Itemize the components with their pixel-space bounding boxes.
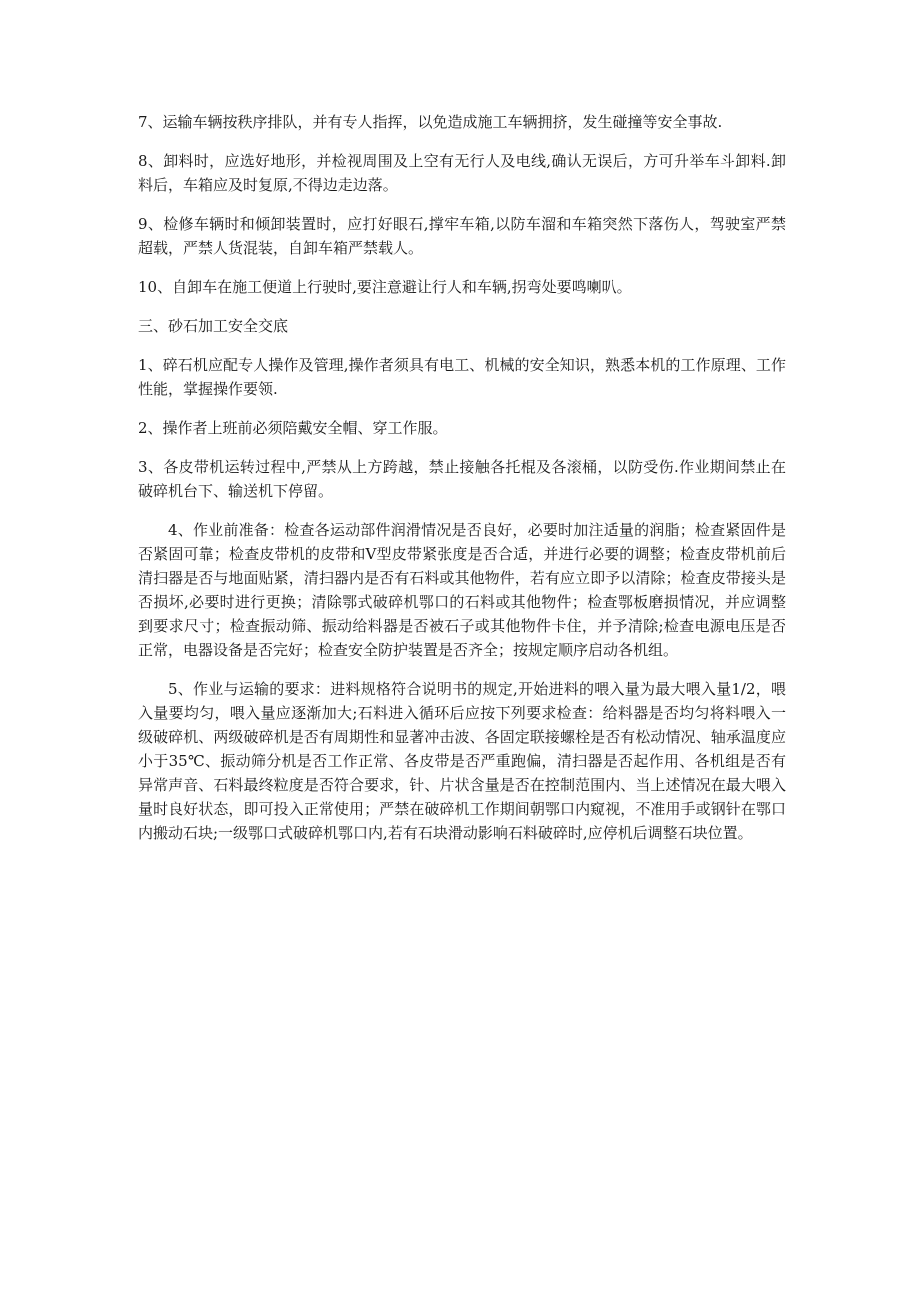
section-heading: 三、砂石加工安全交底 <box>138 317 289 335</box>
section-item-1: 1、碎石机应配专人操作及管理,操作者须具有电工、机械的安全知识，熟悉本机的工作原理、工作性能，掌握操作要领. <box>138 356 786 398</box>
paragraph-item-10: 10、自卸车在施工便道上行驶时,要注意避让行人和车辆,拐弯处要鸣喇叭。 <box>138 278 632 296</box>
section-item-3: 3、各皮带机运转过程中,严禁从上方跨越，禁止接触各托棍及各滚桶，以防受伤.作业期间禁止在破碎机台下、输送机下停留。 <box>138 458 786 500</box>
paragraph-item-8: 8、卸料时，应选好地形，并检视周围及上空有无行人及电线,确认无误后，方可升举车斗卸料.卸料后，车箱应及时复原,不得边走边落。 <box>138 152 786 194</box>
section-item-2: 2、操作者上班前必须陪戴安全帽、穿工作服。 <box>138 419 448 437</box>
paragraph-item-7: 7、运输车辆按秩序排队，并有专人指挥，以免造成施工车辆拥挤，发生碰撞等安全事故. <box>138 113 723 131</box>
document-page <box>138 110 786 860</box>
section-item-5: 5、作业与运输的要求：进料规格符合说明书的规定,开始进料的喂入量为最大喂入量1/2，喂入量要均匀，喂入量应逐渐加大;石料进入循环后应按下列要求检查：给料器是否均匀将料喂入一级破碎机、两级破碎机是否有周期性和显著冲击波、各固定联接螺栓是否有松动情况、轴承温度应小于35℃、振动筛分机是否工作正常、各皮带是否严重跑偏，清扫器是否起作用、各机组是否有异常声音、石料最终粒度是否符合要求，针、片状含量是否在控制范围内、当上述情况在最大喂入量时良好状态，即可投入正常使用；严禁在破碎机工作期间朝鄂口内窥视，不准用手或钢针在鄂口内搬动石块;一级鄂口式破碎机鄂口内,若有石块滑动影响石料破碎时,应停机后调整石块位置。 <box>138 680 786 842</box>
paragraph-item-9: 9、检修车辆时和倾卸装置时，应打好眼石,撑牢车箱,以防车溜和车箱突然下落伤人，驾驶室严禁超载，严禁人货混装，自卸车箱严禁载人。 <box>138 215 786 257</box>
section-item-4: 4、作业前准备：检查各运动部件润滑情况是否良好，必要时加注适量的润脂；检查紧固件是否紧固可靠；检查皮带机的皮带和V型皮带紧张度是否合适，并进行必要的调整；检查皮带机前后清扫器是否与地面贴紧，清扫器内是否有石料或其他物件，若有应立即予以清除；检查皮带接头是否损坏,必要时进行更换；清除鄂式破碎机鄂口的石料或其他物件；检查鄂板磨损情况，并应调整到要求尺寸；检查振动筛、振动给料器是否被石子或其他物件卡住，并予清除;检查电源电压是否正常，电器设备是否完好；检查安全防护装置是否齐全；按规定顺序启动各机组。 <box>138 521 786 659</box>
